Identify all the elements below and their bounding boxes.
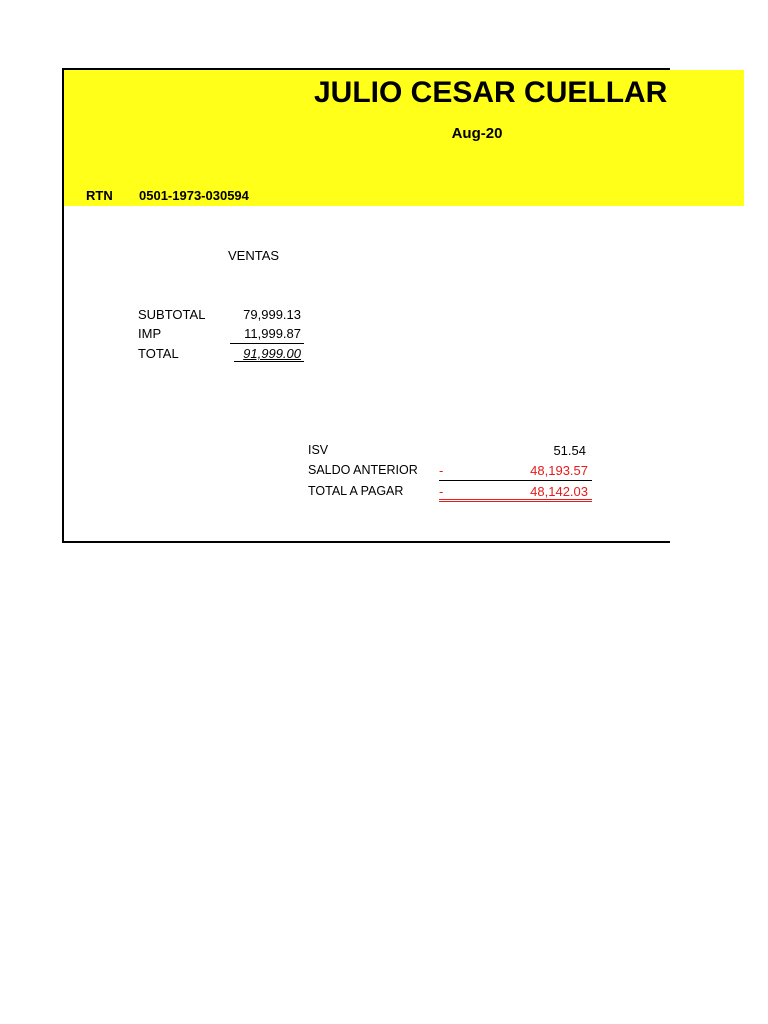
total-label: TOTAL bbox=[138, 346, 179, 361]
total-double-underline-1 bbox=[439, 499, 592, 500]
period-date: Aug-20 bbox=[451, 125, 503, 142]
subtotal-value: 79,999.13 bbox=[243, 307, 301, 322]
saldo-anterior-label: SALDO ANTERIOR bbox=[308, 463, 418, 477]
total-double-underline-2 bbox=[439, 501, 592, 502]
company-name: JULIO CESAR CUELLAR bbox=[314, 76, 668, 109]
sheet-border-top bbox=[62, 68, 670, 70]
subtotal-label: SUBTOTAL bbox=[138, 307, 206, 322]
isv-label: ISV bbox=[308, 443, 329, 457]
rtn-value: 0501-1973-030594 bbox=[139, 188, 249, 203]
sheet-border-left bbox=[62, 68, 64, 543]
sheet-border-bottom bbox=[62, 541, 670, 543]
isv-value: 51.54 bbox=[553, 443, 586, 458]
total-a-pagar-value: 48,142.03 bbox=[530, 484, 588, 499]
saldo-anterior-value: 48,193.57 bbox=[530, 463, 588, 478]
total-underline bbox=[234, 361, 304, 362]
saldo-underline bbox=[439, 480, 592, 481]
ventas-title: VENTAS bbox=[228, 248, 280, 263]
rtn-label: RTN bbox=[86, 188, 113, 203]
imp-label: IMP bbox=[138, 326, 162, 341]
imp-underline bbox=[230, 343, 304, 344]
saldo-anterior-sign: - bbox=[439, 463, 444, 478]
total-value: 91,999.00 bbox=[243, 346, 301, 361]
total-a-pagar-label: TOTAL A PAGAR bbox=[308, 484, 404, 498]
spreadsheet-page bbox=[62, 68, 768, 543]
total-a-pagar-sign: - bbox=[439, 484, 444, 499]
imp-value: 11,999.87 bbox=[244, 326, 301, 341]
